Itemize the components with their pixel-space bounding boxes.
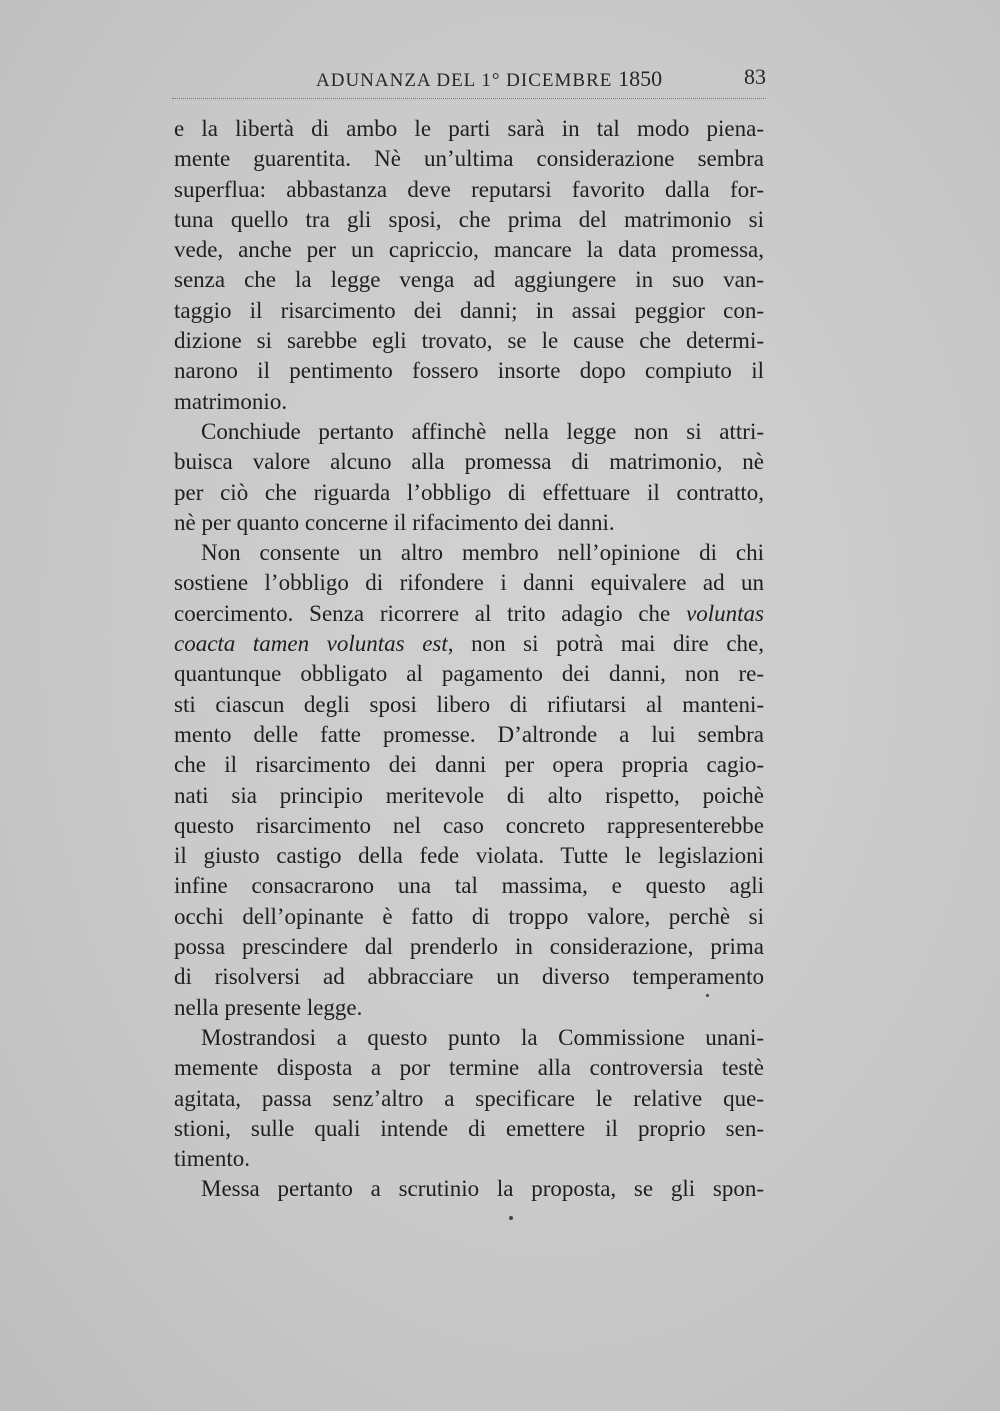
text-line: taggio il risarcimento dei danni; in assai peggior con- [174,297,764,323]
text-line: questo risarcimento nel caso concreto rappresenterebbe [174,812,764,838]
text-line: agitata, passa senz’altro a specificare le relative que- [174,1085,764,1111]
text-line: nati sia principio meritevole di alto rispetto, poichè [174,782,764,808]
paragraph-start-line: Non consente un altro membro nell’opinione di chi [201,540,764,566]
paragraph-start-line: Mostrandosi a questo punto la Commissione unani- [201,1024,764,1050]
text-line: per ciò che riguarda l’obbligo di effettuare il contratto, [174,479,764,505]
text-line: occhi dell’opinante è fatto di troppo valore, perchè si [174,903,764,929]
italic-latin-phrase: voluntas [686,600,765,626]
text-line: mento delle fatte promesse. D’altronde a lui sembra [174,721,764,747]
paragraph-start-line: Conchiude pertanto affinchè nella legge non si attri- [201,418,764,444]
running-head [172,62,766,96]
text-line: narono il pentimento fossero insorte dopo compiuto il [174,358,764,384]
text-line [174,599,764,629]
header-rule [172,98,766,99]
body-text [174,114,764,1205]
text-line: dizione si sarebbe egli trovato, se le cause che determi- [174,328,764,354]
running-title-text: ADUNANZA DEL 1° DICEMBRE [316,70,613,91]
text-line: quantunque obbligato al pagamento dei danni, non re- [174,661,764,687]
text-line: stioni, sulle quali intende di emettere il proprio sen- [174,1115,764,1141]
text-line: buisca valore alcuno alla promessa di matrimonio, nè [174,449,764,475]
paragraph-start-line: Messa pertanto a scrutinio la proposta, se gli spon- [201,1176,764,1202]
text-line: matrimonio. [174,388,288,414]
text-line: il giusto castigo della fede violata. Tutte le legislazioni [174,843,764,869]
ink-speck [706,994,709,997]
text-line: memente disposta a por termine alla controversia testè [174,1055,764,1081]
text-line: senza che la legge venga ad aggiungere in suo van- [174,267,764,293]
text-fragment: non si potrà mai dire che, [471,631,765,657]
text-line: sti ciascun degli sposi libero di rifiutarsi al manteni- [174,691,764,717]
running-title-year: 1850 [618,66,663,91]
text-fragment: coercimento. Senza ricorrere al trito adagio che [174,600,671,626]
text-line: nè per quanto concerne il rifacimento dei danni. [174,509,615,535]
text-line: infine consacrarono una tal massima, e questo agli [174,873,764,899]
text-line [174,629,764,659]
text-line: sostiene l’obbligo di rifondere i danni equivalere ad un [174,570,764,596]
text-line: timento. [174,1146,251,1172]
italic-latin-phrase: coacta tamen voluntas est, [174,631,454,657]
text-line: possa prescindere dal prenderlo in considerazione, prima [174,934,764,960]
text-line: di risolversi ad abbracciare un diverso temperamento [174,964,764,990]
text-line: e la libertà di ambo le parti sarà in tal modo piena- [174,116,764,141]
text-line: che il risarcimento dei danni per opera propria cagio- [174,752,764,778]
text-line: vede, anche per un capriccio, mancare la data promessa, [174,237,764,263]
ink-speck [509,1216,513,1220]
text-line: tuna quello tra gli sposi, che prima del matrimonio si [174,206,764,232]
text-line: superflua: abbastanza deve reputarsi favorito dalla for- [174,176,764,202]
running-title [316,66,662,92]
page-number: 83 [744,64,766,89]
text-line: nella presente legge. [174,994,363,1020]
text-line: mente guarentita. Nè un’ultima considerazione sembra [174,146,764,172]
